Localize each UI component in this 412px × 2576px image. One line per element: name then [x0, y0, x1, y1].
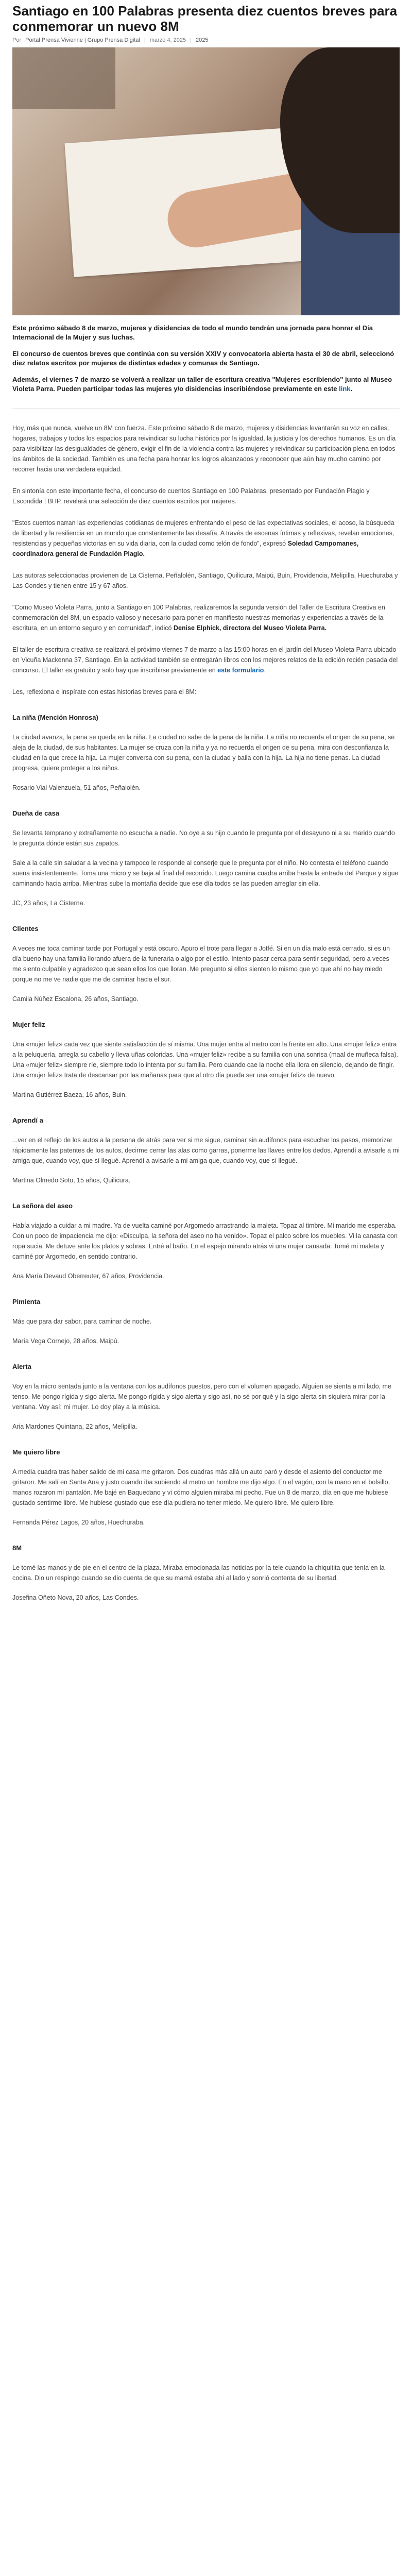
story	[12, 1447, 400, 1528]
story-author: María Vega Cornejo, 28 años, Maipú.	[12, 1337, 119, 1345]
story-title: Dueña de casa	[12, 809, 60, 817]
story-author: Aria Mardones Quintana, 22 años, Melipilla.	[12, 1423, 138, 1430]
story-author: Martina Gutiérrez Baeza, 16 años, Buin.	[12, 1091, 127, 1098]
meta-author[interactable]: Portal Prensa Vivienne | Grupo Prensa Digital	[25, 37, 140, 43]
article-meta	[0, 34, 412, 47]
intro-museum-quote: "Como Museo Violeta Parra, junto a Santiago en 100 Palabras, realizaremos la segunda versión del Taller de Escritura Creativa en conmemoración del 8M, un espacio valioso y necesario para poner en manifiesto nuestras memorias y experiencias a través de la escritura, en un entorno seguro y en comunidad", indicó	[12, 604, 385, 632]
story	[12, 713, 400, 793]
story-author: Ana María Devaud Oberreuter, 67 años, Providencia.	[12, 1273, 164, 1280]
story	[12, 924, 400, 1004]
lead-link[interactable]: link	[339, 385, 351, 393]
story-author: Josefina Oñeto Nova, 20 años, Las Condes.	[12, 1594, 139, 1601]
story-paragraph: A media cuadra tras haber salido de mi casa me gritaron. Dos cuadras más allá un auto paró y desde el asiento del conductor me gritaron. Me salí en Santa Ana y justo cuando iba subiendo al metro un hombre me dijo algo. En el vagón, con la mano en el bolsillo, manos rozaron mi pantalón. Me bajé en Baquedano y vi cómo alguien miraba mi pecho. Fue un 8 de marzo, día en que me hubiese gustado sentirme libre. Me hubiese gustado que ese día pudiera no tener miedo. Me quiero libre. Me quiero libre.	[12, 1468, 390, 1506]
lead-paragraph-3: Además, el viernes 7 de marzo se volverá a realizar un taller de escritura creativa "Mujeres escribiendo" junto al Museo Violeta Parra. Pueden participar todas las mujeres y/o disidencias inscribiéndose previamente en este link.	[12, 376, 392, 393]
story-title: Alerta	[12, 1363, 31, 1370]
intro-workshop-text: El taller de escritura creativa se realizará el próximo viernes 7 de marzo a las 15:00 horas en el jardín del Museo Violeta Parra ubicado en Vicuña Mackenna 37, Santiago. En la actividad también se entregarán libros con los mejores relatos de la edición recién pasada del concurso. El taller es gratuito y solo hay que inscribirse previamente en	[12, 646, 398, 674]
story-title: Mujer feliz	[12, 1021, 45, 1028]
story-paragraph: Le tomé las manos y de pie en el centro de la plaza. Miraba emocionada las noticias por la tele cuando la chiquitita que tenía en la cocina. Dio un respingo cuando se dio cuenta de que su mamá estaba ahí al lado y sonrió contenta de su libertad.	[12, 1564, 385, 1582]
intro-museum-author: Denise Elphick, directora del Museo Violeta Parra.	[173, 624, 327, 632]
story-paragraph: Se levanta temprano y extrañamente no escucha a nadie. No oye a su hijo cuando le pregunta por el desayuno ni a su marido cuando le pregunta dónde están sus zapatos.	[12, 829, 395, 847]
meta-by: Por	[12, 37, 22, 43]
story-paragraph: Había viajado a cuidar a mi madre. Ya de vuelta caminé por Argomedo arrastrando la maleta. Topaz al timbre. Mi marido me esperaba. Con un poco de impaciencia me dijo: «Disculpa, la señora del aseo no ha venido». Topaz el palco sobre los muebles. Vi la canasta con ropa sucia. Me detuve ante los platos y sobras. Entré al baño. En el espejo mirando atrás vi una mujer cansada. Tomé mi maleta y caminé por Argomedo, en sentido contrario.	[12, 1222, 398, 1260]
article-body	[0, 423, 412, 1603]
meta-separator-2: |	[190, 37, 192, 43]
intro-paragraph-3	[12, 518, 400, 559]
story-title: La niña (Mención Honrosa)	[12, 714, 98, 721]
story	[12, 1020, 400, 1100]
article-title: Santiago en 100 Palabras presenta diez cuentos breves para conmemorar un nuevo 8M	[12, 3, 398, 34]
story-author: Camila Núñez Escalona, 26 años, Santiago.	[12, 995, 139, 1003]
story-paragraph: Más que para dar sabor, para caminar de noche.	[12, 1318, 152, 1325]
story-paragraph: Una «mujer feliz» cada vez que siente satisfacción de sí misma. Una mujer entra al metro con la frente en alto. Una «mujer feliz» entra a la peluquería, arregla su cabello y lleva uñas coloridas. Una «mujer feliz» recibe a su familia con una sonrisa (maal de muñeca falsa). Una «mujer feliz» siempre ríe, siempre todo lo intenta por su familia. Pero cuando cae la noche ella llora en silencio, dejando de fingir. Una «mujer feliz» trata de descansar por las mañanas para que al otro día pueda ser una «mujer feliz» de nuevo.	[12, 1041, 399, 1079]
meta-date: marzo 4, 2025	[149, 37, 186, 43]
intro-paragraph-2: En sintonía con este importante fecha, el concurso de cuentos Santiago en 100 Palabras, presentado por Fundación Plagio y Escondida | BHP, revelará una selección de diez cuentos escritos por mujeres.	[12, 487, 370, 505]
story-author: Fernanda Pérez Lagos, 20 años, Huechuraba.	[12, 1519, 145, 1526]
story-title: Clientes	[12, 925, 39, 933]
lead-paragraph-2: El concurso de cuentos breves que continúa con su versión XXIV y convocatoria abierta hasta el 30 de abril, seleccionó diez relatos escritos por mujeres de distintas edades y comunas de Santiago.	[12, 350, 394, 367]
article-lead	[0, 315, 412, 394]
meta-section[interactable]: 2025	[195, 37, 209, 43]
story-title: Aprendí a	[12, 1116, 43, 1124]
lead-paragraph-3-text: Además, el viernes 7 de marzo se volverá a realizar un taller de escritura creativa "Mujeres escribiendo" junto al Museo Violeta Parra. Pueden participar todas las mujeres y/o disidencias inscribiéndose previamente en este	[12, 376, 392, 393]
intro-paragraph-6: El taller de escritura creativa se realizará el próximo viernes 7 de marzo a las 15:00 horas en el jardín del Museo Violeta Parra ubicado en Vicuña Mackenna 37, Santiago. En la actividad también se entregarán libros con los mejores relatos de la edición recién pasada del concurso. El taller es gratuito y solo hay que inscribirse previamente en este formulario.	[12, 646, 398, 674]
story	[12, 808, 400, 908]
lead-paragraph-1: Este próximo sábado 8 de marzo, mujeres y disidencias de todo el mundo tendrán una jornada para honrar el Día Internacional de la Mujer y sus luchas.	[12, 324, 373, 341]
intro-paragraph-7: Les, reflexiona e inspírate con estas historias breves para el 8M:	[12, 688, 197, 696]
intro-paragraph-5	[12, 602, 400, 633]
intro-quote-author: Soledad Campomanes, coordinadora general de Fundación Plagio.	[12, 540, 359, 557]
story-title: Me quiero libre	[12, 1448, 60, 1456]
story-author: Rosario Vial Valenzuela, 51 años, Peñalolén.	[12, 784, 141, 791]
meta-separator: |	[144, 37, 146, 43]
story-author: JC, 23 años, La Cisterna.	[12, 900, 85, 907]
story-title: 8M	[12, 1544, 22, 1552]
form-link[interactable]: este formulario	[217, 667, 264, 674]
story-paragraph: Voy en la micro sentada junto a la ventana con los audífonos puestos, pero con el volumen apagado. Alguien se sienta a mi lado, me tenso. Me pongo rígida y sigo alerta. Me pongo rígida y sigo alerta y sigo así, no sé por qué y la sigo alerta sin siquiera mirar por la ventana. Voy así: mi mujer. Lo doy play a la música.	[12, 1383, 391, 1411]
story-title: La señora del aseo	[12, 1202, 73, 1210]
divider	[12, 408, 400, 409]
stories-list	[12, 713, 400, 1603]
story-paragraph: A veces me toca caminar tarde por Portugal y está oscuro. Apuro el trote para llegar a Jotfé. Si en un día malo está cerrado, si es un día bueno hay una familia llorando afuera de la funeraria o algo por el estilo. Intento pasar cerca para sentir seguridad, pero a veces me siento culpable y agradezco que sean ellos los que lloran. Me pregunto si ellos sienten lo mismo que yo que ahí no hay miedo porque no me ve nadie que me de caminar hacia el sur.	[12, 945, 390, 983]
hero-shelf	[12, 47, 115, 109]
hero-image	[12, 47, 400, 315]
intro-quote: "Estos cuentos narran las experiencias cotidianas de mujeres enfrentando el peso de las expectativas sociales, el acoso, la búsqueda de libertad y la resiliencia en un mundo que constantemente las desafía. A través de escenas íntimas y reflexivas, revelan emociones, resistencias y pequeñas victorias en su vida diaria, con la ciudad como telón de fondo", expresó	[12, 519, 394, 547]
story	[12, 1297, 400, 1346]
story-paragraph: Sale a la calle sin saludar a la vecina y tampoco le responde al conserje que le pregunta por el niño. No contesta el teléfono cuando suena insistentemente. Toma una micro y se baja al final del recorrido. Luego camina cuadra arriba hasta la entrada del Parque y sigue caminando hacia arriba. Mientras sube la montaña decide que ese día todos se las pueden arreglar sin ella.	[12, 859, 399, 887]
story	[12, 1543, 400, 1603]
story-author: Martina Olmedo Soto, 15 años, Quilicura.	[12, 1177, 131, 1184]
intro-paragraph-1: Hoy, más que nunca, vuelve un 8M con fuerza. Este próximo sábado 8 de marzo, mujeres y disidencias levantarán su voz en calles, hogares, trabajos y todos los espacios para reivindicar su lucha histórica por la igualdad, la justicia y los derechos humanos. Es un día para visibilizar las desigualdades de género, exigir el fin de la violencia contra las mujeres y reivindicar su participación plena en todos los ámbitos de la sociedad. También es una fecha para honrar los logros alcanzados y reconocer que aún hay mucho camino por recorrer hacia una verdadera equidad.	[12, 425, 396, 473]
story-paragraph: ...ver en el reflejo de los autos a la persona de atrás para ver si me sigue, caminar sin audífonos para escuchar los pasos, memorizar rápidamente las patentes de los autos, decirme cerrar las alas como garras, ponerme las llaves entre los dedos. Aprendí a avisarle a mi amiga que, cuando voy, que sí llegué. Aprendí a avisarle a mi amiga que, cuando voy, que sí llegué.	[12, 1137, 400, 1164]
story	[12, 1362, 400, 1432]
story-paragraph: La ciudad avanza, la pena se queda en la niña. La ciudad no sabe de la pena de la niña. La niña no recuerda el origen de su pena, se aleja de la ciudad, de sus habitantes. La mujer se cruza con la niña y ya no recuerda el origen de su pena, mira con desconfianza la ciudad en la que crece la hija. La mujer conversa con su pena, con la ciudad y baila con la hija. La hija no tiene penas. La ciudad progresa, quiere proteger a los niños.	[12, 734, 395, 772]
story	[12, 1201, 400, 1281]
story	[12, 1115, 400, 1185]
intro-paragraph-4: Las autoras seleccionadas provienen de La Cisterna, Peñalolén, Santiago, Quilicura, Maipú, Buin, Providencia, Melipilla, Huechuraba y Las Condes y tienen entre 15 y 67 años.	[12, 572, 398, 589]
story-title: Pimienta	[12, 1298, 41, 1306]
